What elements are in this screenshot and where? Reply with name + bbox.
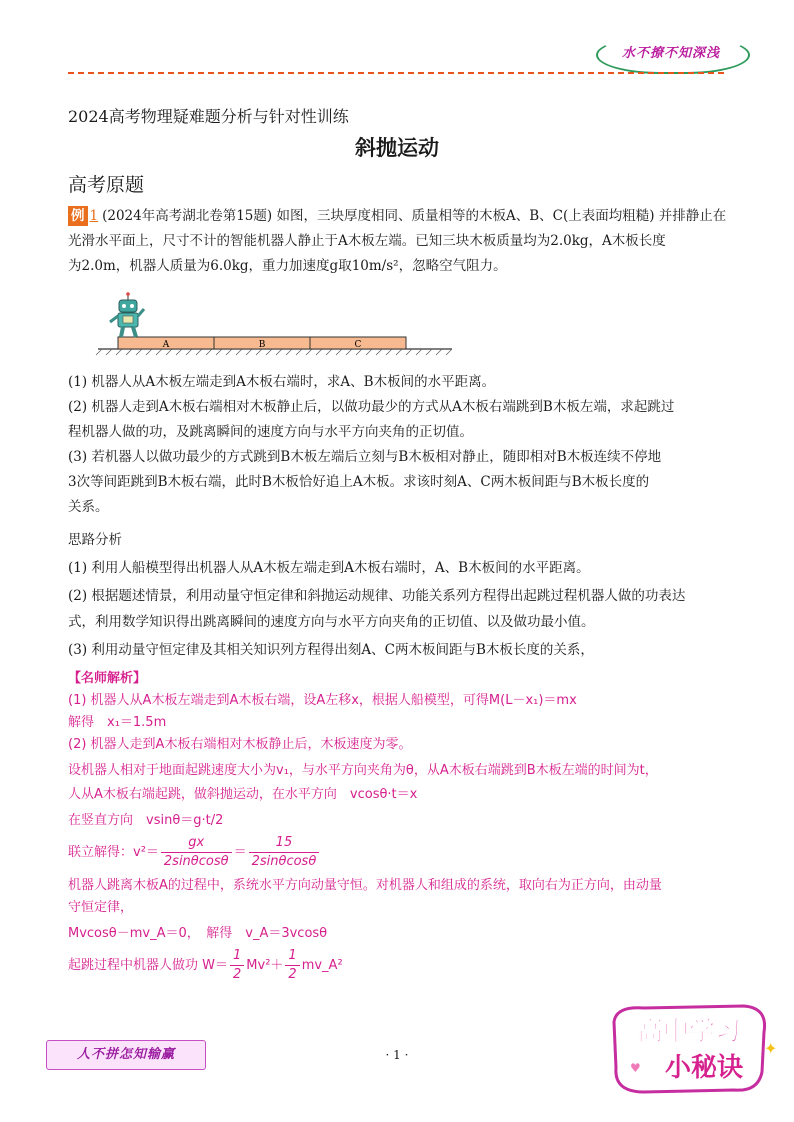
question-3-line-1: (3) 若机器人以做功最少的方式跳到B木板左端后立刻与B木板相对静止，随即相对B木板连续不停地: [68, 449, 662, 465]
solution-line-9: 守恒定律，: [68, 900, 134, 915]
solution-line-11: [68, 947, 758, 984]
solution-line-11-mid: Mv²＋: [246, 958, 284, 973]
ground-hatching: [96, 349, 452, 355]
question-2-line-2: 程机器人做的功，及跳离瞬间的速度方向与水平方向夹角的正切值。: [68, 424, 473, 440]
fraction-half-1-denominator: 2: [233, 967, 242, 982]
plank-c-label: C: [354, 340, 362, 350]
fraction-half-1-numerator: 1: [230, 947, 244, 966]
solution-line-10: Mvcosθ－mv_A＝0， 解得 v_A＝3vcosθ: [68, 926, 328, 941]
analysis-block: [68, 530, 758, 660]
fraction-half-2: [285, 947, 299, 984]
solution-line-7: [68, 834, 758, 871]
analysis-point-2-line-2: 式，利用数学知识得出跳离瞬间的速度方向与水平方向夹角的正切值、以及做功最小值。: [68, 614, 595, 630]
header-divider: [68, 72, 724, 74]
solution-line-7-prefix: 联立解得：v²＝: [68, 845, 159, 860]
analysis-heading: 思路分析: [68, 532, 122, 548]
stamp-line-1: 高中学习: [636, 1017, 742, 1047]
robot-figure: [110, 292, 144, 337]
example-text-1: (2024年高考湖北卷第15题) 如图，三块厚度相同、质量相等的木板A、B、C(上表面均粗糙) 并排静止在: [102, 208, 727, 224]
fraction-gx-numerator: gx: [161, 834, 232, 853]
example-line-3: 为2.0m，机器人质量为6.0kg，重力加速度g取10m/s²，忽略空气阻力。: [68, 258, 507, 274]
example-line-1: [68, 206, 758, 226]
fraction-gx: [161, 834, 232, 871]
fraction-gx-denominator: 2sinθcosθ: [163, 854, 229, 869]
example-problem: [68, 206, 758, 276]
analysis-point-1: (1) 利用人船模型得出机器人从A木板左端走到A木板右端时，A、B木板间的水平距离。: [68, 560, 590, 576]
analysis-point-2-line-1: (2) 根据题述情景，利用动量守恒定律和斜抛运动规律、功能关系列方程得出起跳过程机器人做的功表达: [68, 588, 686, 604]
fraction-half-2-numerator: 1: [285, 947, 299, 966]
example-number: 1: [89, 208, 99, 224]
solution-line-11-prefix: 起跳过程中机器人做功 W＝: [68, 958, 228, 973]
solution-line-8: 机器人跳离木板A的过程中，系统水平方向动量守恒。对机器人和组成的系统，取向右为正方向，由动量: [68, 878, 662, 893]
question-1: (1) 机器人从A木板左端走到A木板右端时，求A、B木板间的水平距离。: [68, 374, 496, 390]
example-line-2: 光滑水平面上，尺寸不计的智能机器人静止于A木板左端。已知三块木板质量均为2.0kg，A木板长度: [68, 233, 666, 249]
footer-motto-badge: 人不拼怎知输赢: [46, 1040, 206, 1070]
fraction-half-2-denominator: 2: [288, 967, 297, 982]
document-title: 斜抛运动: [355, 135, 439, 160]
header-motto-badge: [596, 36, 746, 70]
questions-block: [68, 372, 758, 517]
question-3-line-2: 3次等间距跳到B木板右端，此时B木板恰好追上A木板。求该时刻A、C两木板间距与B木板长度的: [68, 474, 650, 490]
fraction-15: [249, 834, 320, 871]
solution-heading: 【名师解析】: [68, 671, 147, 686]
robot-planks-figure: [96, 292, 454, 358]
analysis-point-3: (3) 利用动量守恒定律及其相关知识列方程得出刻A、C两木板间距与B木板长度的关系，: [68, 642, 594, 658]
fraction-half-1: [230, 947, 244, 984]
plank-b-label: B: [258, 340, 266, 350]
solution-line-4: 设机器人相对于地面起跳速度大小为v₁，与水平方向夹角为θ，从A木板右端跳到B木板左端的时间为t，: [68, 763, 658, 778]
plank-a-label: A: [162, 340, 170, 350]
solution-line-3: (2) 机器人走到A木板右端相对木板静止后，木板速度为零。: [68, 737, 412, 752]
fraction-15-numerator: 15: [249, 834, 320, 853]
solution-block: [68, 668, 758, 984]
stamp-line-2: 小秘诀: [664, 1053, 744, 1083]
question-2-line-1: (2) 机器人走到A木板右端相对木板静止后，以做功最少的方式从A木板右端跳到B木板左端，求起跳过: [68, 399, 675, 415]
equals-sign: ＝: [233, 845, 247, 860]
header-motto-text: 水不撩不知深浅: [621, 46, 720, 61]
solution-line-2: 解得 x₁＝1.5m: [68, 715, 167, 730]
question-3-line-3: 关系。: [68, 499, 109, 515]
section-title: 高考原题: [68, 174, 145, 196]
series-title: 2024高考物理疑难题分析与针对性训练: [68, 107, 349, 126]
heart-icon: ♥: [630, 1061, 641, 1075]
example-tag: 例: [68, 206, 88, 226]
solution-line-6: 在竖直方向 vsinθ＝g·t/2: [68, 813, 224, 828]
page-number: · 1 ·: [385, 1048, 409, 1062]
solution-line-1: (1) 机器人从A木板左端走到A木板右端，设A左移x，根据人船模型，可得M(L－x₁)＝mx: [68, 693, 577, 708]
solution-line-11-suffix: mv_A²: [301, 958, 343, 973]
solution-line-5: 人从A木板右端起跳，做斜抛运动，在水平方向 vcosθ·t＝x: [68, 787, 418, 802]
sparkle-icon: ✦: [764, 1039, 778, 1058]
fraction-15-denominator: 2sinθcosθ: [251, 854, 317, 869]
study-tips-stamp: [604, 1002, 778, 1098]
